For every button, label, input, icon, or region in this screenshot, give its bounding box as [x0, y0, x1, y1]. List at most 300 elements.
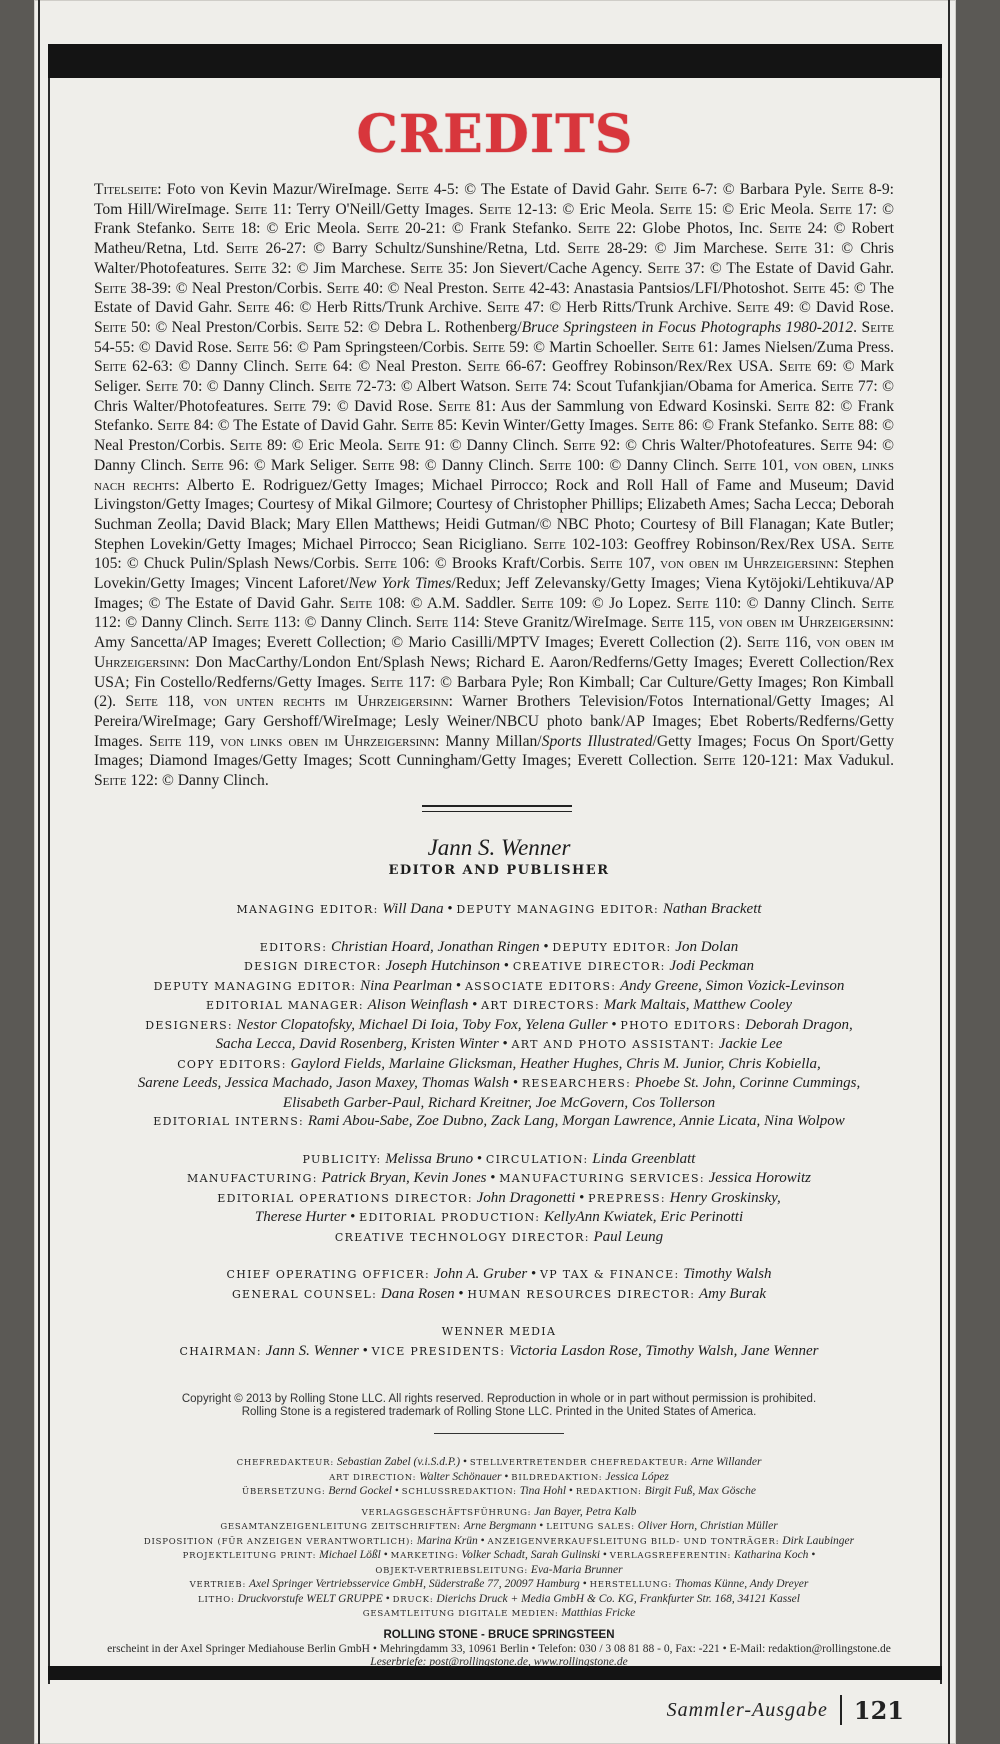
german-edition-credits — [104, 1456, 894, 1622]
page-reference-label: Seite 66-67: — [467, 358, 547, 376]
photo-credits-paragraph — [94, 180, 894, 791]
bullet-separator: • — [539, 938, 553, 955]
bullet-separator: • — [600, 1549, 610, 1561]
page-reference-label: Seite 8-9: — [831, 181, 894, 198]
page-reference-label: Seite 110: — [676, 594, 742, 612]
page-reference-label: Seite 107, von oben im Uhrzeigersinn: — [590, 555, 839, 573]
role-label: CREATIVE DIRECTOR: — [512, 960, 666, 973]
credit-italic-title: Sports Illustrated — [541, 732, 653, 750]
page-reference-label: Seite 17: — [819, 200, 877, 218]
copyright-block — [104, 1393, 894, 1419]
divider-double-bottom — [422, 811, 572, 812]
page-reference-label: Seite 6-7: — [654, 181, 718, 198]
bullet-separator: • — [443, 901, 457, 917]
credit-text: © David Rose. — [134, 338, 237, 356]
credit-text: © The Estate of David Gahr. — [459, 181, 655, 198]
edition-title: ROLLING STONE - BRUCE SPRINGSTEEN — [383, 1628, 615, 1641]
credit-text: © Danny Clinch. — [419, 456, 539, 474]
role-label: LEITUNG SALES: — [546, 1522, 635, 1532]
credit-text: © Martin Schoeller. — [529, 338, 662, 356]
page-reference-label: Seite 102-103: — [533, 535, 629, 553]
credit-text: © Barbara Pyle. — [717, 181, 832, 198]
role-label: MANAGING EDITOR: — [236, 903, 379, 916]
credit-text: © Danny Clinch. — [300, 614, 416, 632]
page-reference-label: Seite 46: — [237, 299, 295, 317]
bullet-separator: • — [358, 1342, 372, 1359]
staff-names: Jon Dolan — [675, 938, 739, 955]
masthead-line — [104, 1322, 894, 1342]
staff-names: Dierichs Druck + Media GmbH & Co. KG, Frankfurter Str. 168, 34121 Kassel — [436, 1592, 800, 1605]
credit-text: © Danny Clinch. — [121, 614, 237, 632]
credit-text: Jon Sievert/Cache Agency. — [467, 259, 648, 277]
credit-text: © Chris Walter/Photofeatures. — [620, 437, 821, 455]
staff-names: John Dragonetti — [476, 1189, 576, 1206]
credit-text: Manny Millan/ — [439, 732, 542, 750]
role-label: DEPUTY EDITOR: — [552, 940, 672, 954]
credit-text: Tom Hill/WireImage. — [94, 200, 235, 218]
staff-names: Volker Schadt, Sarah Gulinski — [461, 1549, 601, 1561]
role-label: EDITORIAL MANAGER: — [205, 999, 364, 1012]
staff-names: Birgit Fuß, Max Gösche — [644, 1485, 756, 1497]
page-reference-label: Seite 26-27: — [225, 240, 307, 258]
role-label: CREATIVE TECHNOLOGY DIRECTOR: — [334, 1230, 590, 1244]
bullet-separator: • — [536, 1520, 547, 1532]
credit-text: Foto von Kevin Mazur/WireImage. — [161, 181, 397, 198]
masthead-line — [104, 1564, 894, 1579]
staff-names: Sebastian Zabel (v.i.S.d.P.) — [336, 1456, 461, 1468]
bullet-separator: • — [452, 977, 465, 994]
page-reference-label: Seite 115, von oben im Uhrzeigersinn: — [651, 614, 894, 632]
staff-names: Walter Schönauer — [419, 1470, 502, 1483]
page-reference-label: Seite 81: — [438, 397, 497, 415]
bullet-separator: • — [380, 1549, 391, 1561]
masthead-line — [104, 1094, 894, 1113]
page-reference-label: Seite 59: — [472, 338, 529, 356]
staff-names: Sarene Leeds, Jessica Machado, Jason Maxey, Thomas Walsh — [137, 1075, 510, 1091]
staff-names: Victoria Lasdon Rose, Timothy Walsh, Jane Wenner — [509, 1342, 819, 1359]
role-label: GESAMTLEITUNG DIGITALE MEDIEN: — [362, 1609, 559, 1619]
staff-names: Therese Hurter — [254, 1209, 347, 1225]
role-label: ANZEIGENVERKAUFSLEITUNG BILD- UND TONTRÄGER: — [487, 1536, 780, 1547]
staff-names: Christian Hoard, Jonathan Ringen — [331, 938, 540, 955]
page-reference-label: Seite 4-5: — [396, 181, 460, 198]
staff-names: Eva-Maria Brunner — [530, 1563, 623, 1576]
bullet-separator: • — [346, 1209, 360, 1225]
credit-text: © Jo Lopez. — [586, 594, 677, 612]
credit-text: Geoffrey Robinson/Rex/Rex USA. — [546, 358, 779, 376]
page-reference-label: Seite 56: — [236, 338, 293, 356]
role-label: WENNER MEDIA — [441, 1325, 557, 1338]
role-label: ASSOCIATE EDITORS: — [464, 979, 617, 993]
page-reference-label: Seite 28-29: — [567, 240, 648, 258]
credits-heading: CREDITS — [356, 104, 634, 165]
page-reference-label: Seite 94: — [820, 437, 878, 455]
staff-names: Deborah Dragon, — [745, 1016, 853, 1033]
credit-text: Globe Photos, Inc. — [636, 220, 769, 238]
role-label: MANUFACTURING SERVICES: — [499, 1172, 705, 1185]
bullet-separator: • — [579, 1578, 590, 1590]
page-reference-label: Seite 109: — [521, 594, 587, 612]
staff-names: Jodi Peckman — [669, 958, 754, 974]
staff-names: Melissa Bruno — [385, 1150, 474, 1167]
page-reference-label: Seite 116, von oben im Uhrzeigersinn: — [94, 634, 894, 671]
staff-names: Paul Leung — [593, 1228, 664, 1245]
masthead-group — [104, 1322, 894, 1361]
masthead-line — [104, 1035, 894, 1055]
page-reference-label: Seite 54-55: — [94, 318, 895, 356]
masthead-line — [104, 1016, 894, 1036]
masthead-line — [104, 1285, 894, 1305]
role-label: PHOTO EDITORS: — [620, 1018, 742, 1032]
page-reference-label: Seite 18: — [201, 220, 261, 238]
staff-names: Patrick Bryan, Kevin Jones — [321, 1170, 487, 1186]
masthead-line — [104, 1228, 894, 1248]
role-label: MARKETING: — [390, 1551, 459, 1561]
role-label: DEPUTY MANAGING EDITOR: — [456, 903, 660, 916]
credit-text: © The Estate of David Gahr. — [704, 259, 895, 277]
page-reference-label: Seite 37: — [647, 259, 705, 277]
role-label: ART DIRECTORS: — [481, 999, 600, 1012]
staff-names: Amy Burak — [699, 1285, 767, 1302]
page-reference-label: Seite 47: — [486, 299, 545, 317]
page-reference-label: Seite 117: — [370, 673, 436, 691]
role-label: EDITORIAL INTERNS: — [153, 1115, 305, 1128]
credit-text: © Brooks Kraft/Corbis. — [429, 555, 591, 573]
credit-text: Aus der Sammlung von Edward Kosinski. — [496, 397, 778, 415]
page-reference-label: Seite 85: — [400, 417, 458, 435]
page-reference-label: Seite 98: — [362, 456, 420, 474]
masthead-line — [104, 1055, 894, 1075]
masthead-line — [104, 1189, 894, 1209]
page-reference-label: Seite 86: — [641, 417, 699, 435]
credit-text: © Robert Matheu/Retna, Ltd. — [94, 220, 894, 258]
credit-text: © Neal Preston. — [352, 358, 468, 376]
masthead-line — [104, 900, 894, 920]
page-reference-label: Seite 61: — [661, 338, 719, 356]
credit-text: /Getty Images; Focus On Sport/Getty Images; Diamond Images/Getty Images; Scott Cunningham/Getty Images; Everett Collection. — [94, 732, 895, 770]
credit-text: © Barry Schultz/Sunshine/Retna, Ltd. — [306, 240, 568, 258]
credit-text: © Debra L. Rothenberg/ — [363, 318, 522, 336]
bullet-separator: • — [566, 1485, 576, 1497]
credit-text: © Chris Walter/Photofeatures. — [94, 240, 895, 277]
masthead-line — [104, 1150, 894, 1170]
staff-names: Dirk Laubinger — [782, 1534, 855, 1547]
page-reference-label: Seite 105: — [94, 535, 895, 573]
credit-text: © Danny Clinch. — [202, 378, 319, 396]
page-reference-label: Seite 38-39: — [94, 279, 172, 297]
credit-text: Geoffrey Robinson/Rex/Rex USA. — [628, 535, 862, 553]
masthead-line — [104, 977, 894, 997]
page-reference-label: Seite 12-13: — [478, 200, 558, 218]
page-reference-label: Seite 64: — [294, 358, 353, 376]
staff-names: Henry Groskinsky, — [669, 1189, 781, 1206]
staff-names: Axel Springer Vertriebsservice GmbH, Süderstraße 77, 20097 Hamburg — [249, 1578, 580, 1590]
credit-text: Terry O'Neill/Getty Images. — [291, 200, 479, 218]
role-label: CHAIRMAN: — [179, 1344, 262, 1358]
credit-text: © Eric Meola. — [260, 220, 367, 238]
page-reference-label: Seite 42-43: — [492, 279, 570, 297]
staff-names: Rami Abou-Sabe, Zoe Dubno, Zack Lang, Morgan Lawrence, Annie Licata, Nina Wolpow — [307, 1113, 845, 1129]
credit-text: © Herb Ritts/Trunk Archive. — [294, 299, 487, 317]
role-label: BILDREDAKTION: — [511, 1472, 603, 1483]
credit-text: © Neal Preston/Corbis. — [150, 318, 307, 336]
staff-names: Gaylord Fields, Marlaine Glicksman, Heather Hughes, Chris M. Junior, Chris Kobiella, — [290, 1055, 821, 1072]
credit-text: © Albert Watson. — [396, 378, 515, 396]
staff-names: KellyAnn Kwiatek, Eric Perinotti — [543, 1209, 744, 1225]
role-label: CIRCULATION: — [485, 1152, 589, 1166]
page-reference-label: Seite 52: — [306, 318, 364, 336]
credit-text: © Barbara Pyle; Ron Kimball; Car Culture/Getty Images; Ron Kimball (2). — [94, 673, 894, 711]
role-label: ÜBERSETZUNG: — [242, 1487, 326, 1497]
masthead-group — [104, 900, 894, 920]
top-rule — [48, 44, 942, 78]
role-label: EDITORS: — [259, 940, 328, 954]
staff-names: Jann S. Wenner — [265, 1342, 359, 1359]
page-reference-label: Seite 11: — [234, 200, 292, 218]
bullet-separator: • — [607, 1016, 621, 1033]
staff-names: Bernd Gockel — [328, 1485, 392, 1497]
masthead-line — [104, 1485, 894, 1500]
page-reference-label: Seite 35: — [410, 259, 468, 277]
bullet-separator: • — [498, 1036, 512, 1052]
role-label: COPY EDITORS: — [177, 1057, 287, 1071]
credit-text: /Redux; Jeff Zelevansky/Getty Images; Viena Kytöjoki/Lehtikuva/AP Images; © The Estate of David Gahr. — [94, 575, 894, 612]
role-label: DESIGNERS: — [145, 1018, 233, 1032]
role-label: LITHO: — [198, 1594, 235, 1605]
page-reference-label: Seite 31: — [774, 240, 835, 258]
staff-names: Arne Bergmann — [463, 1520, 537, 1532]
publisher-name: Jann S. Wenner — [427, 835, 571, 860]
role-label: VERLAGSREFERENTIN: — [609, 1551, 732, 1561]
masthead-line — [104, 1169, 894, 1189]
credit-italic-title: Bruce Springsteen in Focus Photographs 1980-2012 — [521, 318, 854, 336]
masthead-group — [104, 938, 894, 1132]
credit-text: © Neal Preston. — [383, 279, 493, 297]
page-reference-label: Seite 32: — [234, 259, 292, 277]
masthead-line — [104, 1342, 894, 1362]
credit-text: © Jim Marchese. — [291, 259, 411, 277]
bullet-separator: • — [501, 1470, 512, 1483]
staff-names: Jan Bayer, Petra Kalb — [534, 1505, 637, 1518]
credit-text: © Danny Clinch. — [444, 437, 564, 455]
bullet-separator: • — [460, 1456, 470, 1468]
page-folio — [667, 1690, 904, 1730]
credit-italic-title: New York Times — [348, 575, 452, 593]
magazine-page — [34, 0, 956, 1744]
page-reference-label: Seite 114: — [415, 614, 480, 632]
role-label: SCHLUSSREDAKTION: — [401, 1487, 517, 1497]
bullet-separator: • — [527, 1266, 540, 1282]
copyright-line: Rolling Stone is a registered trademark of Rolling Stone LLC. Printed in the United States of America. — [241, 1406, 757, 1418]
masthead-group — [104, 1150, 894, 1248]
masthead-line — [104, 938, 894, 958]
masthead-line — [104, 1593, 894, 1608]
page-reference-label: Seite 96: — [191, 456, 249, 474]
role-label: HUMAN RESOURCES DIRECTOR: — [467, 1287, 696, 1301]
page-reference-label: Seite 108: — [339, 594, 406, 612]
credit-text: Stephen Lovekin/Getty Images; Vincent Laforet/ — [94, 555, 894, 593]
page-reference-label: Seite 106: — [364, 555, 430, 573]
credit-text: © Danny Clinch. — [94, 437, 894, 474]
role-label: PROJEKTLEITUNG PRINT: — [182, 1551, 317, 1561]
masthead — [104, 834, 894, 1670]
staff-names: Matthias Fricke — [561, 1607, 636, 1619]
staff-names: Tina Hohl — [519, 1485, 567, 1497]
page-reference-label: Seite 77: — [820, 378, 878, 396]
credit-text: © Chris Walter/Photofeatures. — [94, 378, 894, 415]
edition-label: Sammler-Ausgabe — [666, 1698, 828, 1721]
publisher-title: EDITOR AND PUBLISHER — [388, 863, 610, 878]
role-label: GENERAL COUNSEL: — [231, 1287, 378, 1301]
bullet-separator: • — [382, 1592, 393, 1605]
divider-double-top — [422, 805, 572, 807]
staff-names: Marina Krün — [416, 1534, 478, 1547]
role-label: VERLAGSGESCHÄFTSFÜHRUNG: — [361, 1507, 532, 1518]
staff-names: Nathan Brackett — [662, 901, 762, 917]
staff-names: Michael Lößl — [319, 1549, 381, 1561]
credit-text: © Mark Seliger. — [94, 358, 895, 396]
credit-text: Don MacCarthy/London Ent/Splash News; Richard E. Aaron/Redferns/Getty Images; Everett Collection/Rex USA; Fin Costello/Redferns/Getty Images. — [94, 653, 894, 691]
page-reference-label: Seite 82: — [777, 397, 835, 415]
bullet-separator: • — [391, 1485, 402, 1497]
staff-names: Druckvorstufe WELT GRUPPE — [237, 1592, 383, 1605]
staff-names: Timothy Walsh — [683, 1266, 772, 1282]
credit-text: © Eric Meola. — [557, 200, 660, 218]
staff-names: Linda Greenblatt — [592, 1150, 696, 1167]
staff-names: Elisabeth Garber-Paul, Richard Kreitner, Joe McGovern, Cos Tollerson — [282, 1094, 716, 1111]
page-reference-label: Seite 22: — [577, 220, 637, 238]
role-label: EDITORIAL OPERATIONS DIRECTOR: — [217, 1191, 473, 1205]
bullet-separator: • — [454, 1285, 468, 1302]
staff-names: Arne Willander — [690, 1456, 762, 1468]
masthead-line — [104, 957, 894, 977]
credit-text: Steve Granitz/WireImage. — [479, 614, 652, 632]
credit-text: © Herb Ritts/Trunk Archive. — [544, 299, 737, 317]
bullet-separator: • — [473, 1150, 486, 1167]
staff-names: Oliver Horn, Christian Müller — [637, 1520, 778, 1532]
credit-text: Anastasia Pantsios/LFI/Photoshot. — [569, 279, 793, 297]
role-label: VP TAX & FINANCE: — [539, 1268, 680, 1281]
credit-text: © Pam Springsteen/Corbis. — [292, 338, 473, 356]
page-reference-label: Seite 15: — [659, 200, 718, 218]
page-reference-label: Seite 49: — [736, 299, 795, 317]
credit-text: © A.M. Saddler. — [405, 594, 522, 612]
page-number: 121 — [853, 1695, 904, 1725]
credit-text: © Danny Clinch. — [741, 594, 862, 612]
masthead-line — [104, 1456, 894, 1471]
credit-text: © Frank Stefanko. — [94, 397, 894, 435]
role-label: ART DIRECTION: — [329, 1472, 417, 1483]
masthead-line — [104, 1112, 894, 1132]
credit-text: © Chuck Pulin/Splash News/Corbis. — [121, 555, 365, 573]
bullet-separator: • — [808, 1549, 816, 1561]
page-reference-label: Seite 79: — [273, 397, 332, 415]
role-label: STELLVERTRETENDER CHEFREDAKTEUR: — [469, 1458, 688, 1468]
staff-names: Jessica López — [605, 1470, 669, 1483]
page-reference-label: Seite 62-63: — [94, 358, 173, 376]
page-reference-label: Seite 20-21: — [366, 220, 446, 238]
publisher-address: erscheint in der Axel Springer Mediahouse Berlin GmbH • Mehringdamm 33, 10961 Berlin • Telefon: 030 / 3 08 81 88 - 0, Fax: -221 • E-Mail: redaktion@rollingstone.de — [107, 1642, 891, 1655]
credit-text: © The Estate of David Gahr. — [94, 279, 895, 317]
role-label: GESAMTANZEIGENLEITUNG ZEITSCHRIFTEN: — [220, 1522, 461, 1532]
credit-text: © David Rose. — [331, 397, 439, 415]
masthead-line — [104, 1208, 894, 1228]
credit-text: Max Vadukul. — [797, 752, 894, 770]
credit-text: © Jim Marchese. — [647, 240, 775, 258]
page-reference-label: Seite 100: — [538, 456, 605, 474]
masthead-group — [104, 1265, 894, 1304]
page-reference-label: Seite 92: — [563, 437, 621, 455]
page-reference-label: Seite 118, von unten rechts im Uhrzeigersinn: — [125, 693, 453, 711]
staff-names: Nina Pearlman — [360, 977, 453, 994]
role-label: VICE PRESIDENTS: — [371, 1344, 506, 1358]
bullet-separator: • — [468, 997, 482, 1013]
role-label: VERTRIEB: — [189, 1580, 247, 1590]
credit-text: Scout Tufankjian/Obama for America. — [571, 378, 821, 396]
role-label: CHIEF OPERATING OFFICER: — [226, 1268, 430, 1281]
staff-names: Joseph Hutchinson — [385, 958, 501, 974]
bullet-separator: • — [500, 958, 513, 974]
credit-text: © The Estate of David Gahr. — [213, 417, 401, 435]
credit-text: © Danny Clinch. — [158, 772, 269, 790]
credit-text: Warner Brothers Television/Fotos International/Getty Images; Al Pereira/WireImage; Gary Gershoff/WireImage; Lesly Weiner/NBCU photo bank/AP Images; Ebet Roberts/Redferns/Getty Images. — [94, 693, 894, 750]
staff-names: Dana Rosen — [380, 1285, 455, 1302]
role-label: RESEARCHERS: — [521, 1077, 632, 1090]
role-label: EDITORIAL PRODUCTION: — [359, 1211, 541, 1224]
credit-text: Kevin Winter/Getty Images. — [457, 417, 642, 435]
role-label: OBJEKT-VERTRIEBSLEITUNG: — [375, 1565, 529, 1576]
staff-names: Jessica Horowitz — [708, 1170, 811, 1186]
page-reference-label: Seite 89: — [229, 437, 287, 455]
page-reference-label: Seite 113: — [236, 614, 301, 632]
staff-names: Mark Maltais, Matthew Cooley — [603, 997, 793, 1013]
credit-text: Alberto E. Rodriguez/Getty Images; Michael Pirrocco; Rock and Roll Hall of Fame and Museum; David Livingston/Getty Images; Courtesy of Mikal Gilmore; Courtesy of Christopher Phillips; Elizabeth Ames; Sacha Lecca; Deborah Suchman Zeolla; David Black; Mary Ellen Matthews; Heidi Gutman/© NBC Photo; Courtesy of Bill Flanagan; Kate Butler; Stephen Lovekin/Getty Images; Michael Pirrocco; Sean Ricigliano. — [94, 476, 895, 553]
role-label: REDAKTION: — [575, 1487, 642, 1497]
masthead-line — [104, 1265, 894, 1285]
page-reference-label: Seite 122: — [94, 772, 159, 790]
page-reference-label: Seite 70: — [145, 378, 203, 396]
page-reference-label: Titelseite: — [94, 181, 162, 198]
folio-separator — [840, 1695, 842, 1725]
masthead-line — [104, 1578, 894, 1593]
credit-text: . — [853, 318, 862, 336]
staff-names: Alison Weinflash — [367, 997, 469, 1013]
role-label: MANUFACTURING: — [187, 1172, 318, 1185]
staff-names: Andy Greene, Simon Vozick-Levinson — [619, 977, 845, 994]
credit-text: © Danny Clinch. — [604, 456, 724, 474]
role-label: CHEFREDAKTEUR: — [236, 1458, 334, 1468]
staff-names: Will Dana — [382, 901, 444, 917]
page-reference-label: Seite 74: — [514, 378, 572, 396]
page-reference-label: Seite 91: — [387, 437, 445, 455]
role-label: DRUCK: — [392, 1594, 434, 1605]
page-reference-label: Seite 112: — [94, 594, 894, 632]
credit-text: © Neal Preston/Corbis. — [94, 417, 894, 455]
staff-names: Katharina Koch — [734, 1549, 809, 1561]
page-reference-label: Seite 69: — [778, 358, 838, 376]
page-reference-label: Seite 120-121: — [703, 752, 798, 770]
page-reference-label: Seite 24: — [768, 220, 828, 238]
page-reference-label: Seite 119, von links oben im Uhrzeigersinn: — [148, 732, 440, 750]
page-reference-label: Seite 45: — [792, 279, 850, 297]
staff-names: Phoebe St. John, Corinne Cummings, — [634, 1075, 861, 1091]
role-label: DESIGN DIRECTOR: — [244, 960, 382, 973]
role-label: ART AND PHOTO ASSISTANT: — [511, 1038, 715, 1051]
credit-text: Amy Sancetta/AP Images; Everett Collection; © Mario Casilli/MPTV Images; Everett Collection (2). — [94, 634, 747, 652]
letters-contact: Leserbriefe: post@rollingstone.de, www.rollingstone.de — [370, 1656, 628, 1668]
masthead-line — [104, 1607, 894, 1622]
credit-text: © Frank Stefanko. — [94, 200, 895, 238]
